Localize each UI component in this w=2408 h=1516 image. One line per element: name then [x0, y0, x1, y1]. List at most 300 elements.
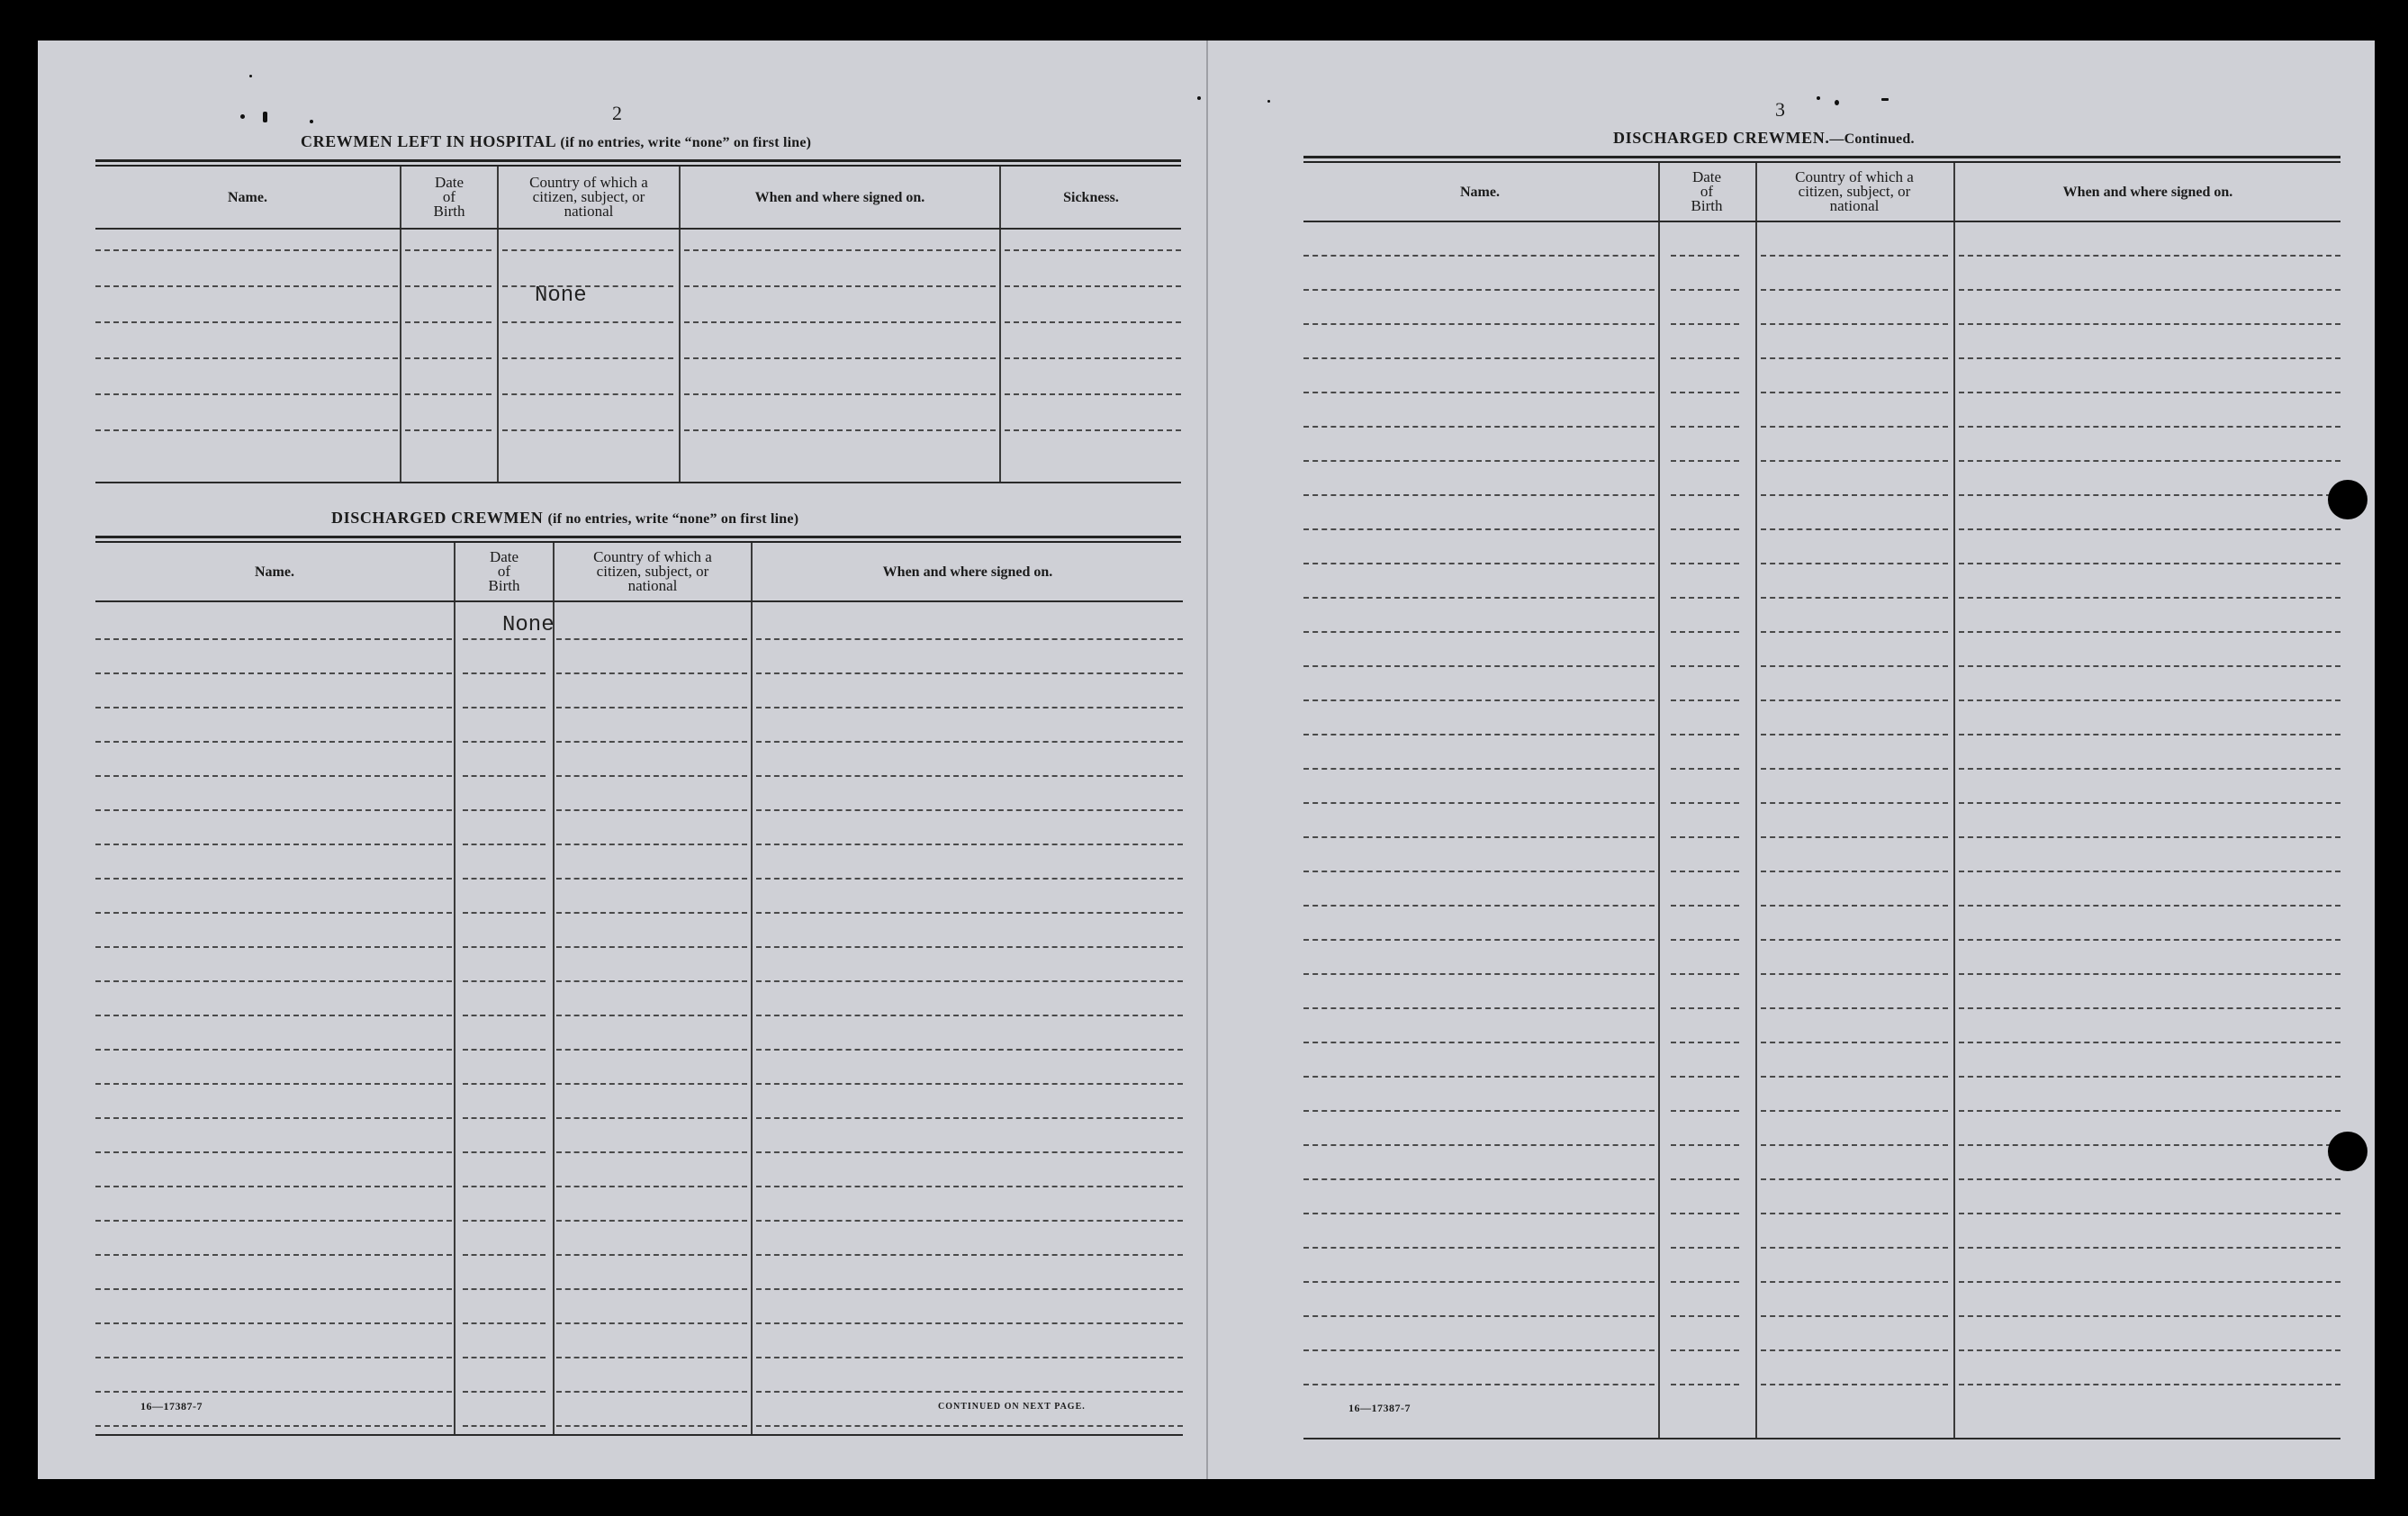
continued-note: CONTINUED ON NEXT PAGE.: [938, 1402, 1086, 1412]
ruled-line: [1671, 1247, 1739, 1249]
ruled-line: [684, 285, 996, 287]
ruled-line: [95, 1049, 452, 1051]
table-bottom-rule: [95, 482, 1181, 483]
ruled-line: [756, 1151, 1183, 1153]
ruled-line: [1959, 973, 2340, 975]
ruled-line: [756, 1288, 1183, 1290]
ruled-line: [556, 707, 747, 708]
column-divider: [679, 167, 681, 482]
column-divider: [999, 167, 1001, 482]
header-sickness: Sickness.: [1063, 189, 1119, 205]
ruled-line: [95, 321, 398, 323]
column-divider: [553, 543, 555, 1434]
ruled-line: [1671, 1349, 1739, 1351]
right-page: [1208, 41, 2375, 1479]
ruled-line: [502, 357, 673, 359]
ruled-line: [684, 321, 996, 323]
ruled-line: [1303, 357, 1655, 359]
ruled-line: [95, 638, 452, 640]
ruled-line: [463, 707, 546, 708]
continued-title-text: DISCHARGED CREWMEN.: [1613, 129, 1830, 147]
ruled-line: [1761, 973, 1948, 975]
ruled-line: [1959, 1144, 2340, 1146]
header-when-where-signed: When and where signed on.: [754, 189, 925, 205]
header-date-of-birth: Date of Birth: [488, 548, 520, 594]
ruled-line: [1671, 973, 1739, 975]
hospital-title-text: CREWMEN LEFT IN HOSPITAL: [301, 132, 556, 150]
ruled-line: [556, 1015, 747, 1016]
ruled-line: [1959, 1213, 2340, 1214]
header-date-of-birth: Date of Birth: [1691, 168, 1723, 214]
ruled-line: [556, 1254, 747, 1256]
ruled-line: [756, 1049, 1183, 1051]
ruled-line: [1671, 323, 1739, 325]
ruled-line: [556, 1322, 747, 1324]
hospital-table: [95, 167, 1181, 486]
header-country: Country of which a citizen, subject, or national: [593, 548, 712, 594]
ink-speck: [240, 114, 245, 119]
ruled-line: [1671, 357, 1739, 359]
ruled-line: [556, 1425, 747, 1427]
ruled-line: [463, 1220, 546, 1222]
ruled-line: [1303, 768, 1655, 770]
ruled-line: [1959, 1384, 2340, 1385]
ruled-line: [1671, 494, 1739, 496]
ruled-line: [1761, 905, 1948, 907]
ruled-line: [1303, 734, 1655, 735]
ink-speck: [1817, 96, 1820, 100]
punch-hole: [2328, 1132, 2367, 1171]
ruled-line: [502, 429, 673, 431]
ruled-line: [1303, 939, 1655, 941]
ruled-line: [1303, 1315, 1655, 1317]
ruled-line: [95, 1425, 452, 1427]
ruled-line: [1671, 699, 1739, 701]
ruled-line: [463, 980, 546, 982]
ruled-line: [95, 1015, 452, 1016]
ruled-line: [95, 1391, 452, 1393]
ruled-line: [1303, 665, 1655, 667]
ruled-line: [1761, 392, 1948, 393]
ruled-line: [95, 707, 452, 708]
ruled-line: [1671, 768, 1739, 770]
ruled-line: [1761, 1110, 1948, 1112]
ruled-line: [463, 1322, 546, 1324]
ink-speck: [1881, 98, 1889, 101]
column-divider: [497, 167, 499, 482]
ruled-line: [1761, 665, 1948, 667]
ruled-line: [1761, 357, 1948, 359]
ruled-line: [1671, 631, 1739, 633]
ruled-line: [1671, 1076, 1739, 1078]
ruled-line: [95, 393, 398, 395]
ruled-line: [756, 1186, 1183, 1187]
ruled-line: [1671, 734, 1739, 735]
continued-top-rule: [1303, 156, 2340, 163]
ruled-line: [1005, 429, 1181, 431]
ruled-line: [1671, 1007, 1739, 1009]
ruled-line: [1761, 1384, 1948, 1385]
ruled-line: [1761, 1213, 1948, 1214]
ruled-line: [1303, 1247, 1655, 1249]
ruled-line: [756, 809, 1183, 811]
ruled-line: [556, 1151, 747, 1153]
ruled-line: [1671, 426, 1739, 428]
header-when-where-signed: When and where signed on.: [882, 564, 1053, 580]
ruled-line: [1761, 1178, 1948, 1180]
ruled-line: [1671, 871, 1739, 872]
header-country: Country of which a citizen, subject, or national: [1795, 168, 1914, 214]
ruled-line: [95, 809, 452, 811]
ruled-line: [502, 249, 673, 251]
ruled-line: [463, 775, 546, 777]
ruled-line: [756, 1220, 1183, 1222]
ruled-line: [1761, 494, 1948, 496]
ruled-line: [95, 741, 452, 743]
ruled-line: [1671, 905, 1739, 907]
ruled-line: [1303, 1281, 1655, 1283]
ruled-line: [684, 429, 996, 431]
ruled-line: [1959, 357, 2340, 359]
ruled-line: [1303, 1007, 1655, 1009]
punch-hole: [2328, 480, 2367, 519]
header-country: Country of which a citizen, subject, or national: [529, 174, 648, 220]
discharged-table: [95, 543, 1183, 1434]
ruled-line: [1959, 323, 2340, 325]
ruled-line: [1671, 802, 1739, 804]
ruled-line: [1005, 249, 1181, 251]
ruled-line: [1959, 563, 2340, 564]
ruled-line: [1671, 563, 1739, 564]
ruled-line: [756, 980, 1183, 982]
left-page: [38, 41, 1206, 1479]
ruled-line: [556, 980, 747, 982]
ruled-line: [556, 1186, 747, 1187]
table-bottom-rule: [95, 1434, 1183, 1436]
ruled-line: [556, 1391, 747, 1393]
discharged-title-note: (if no entries, write “none” on first line): [547, 511, 799, 527]
ruled-line: [1303, 1144, 1655, 1146]
ruled-line: [95, 429, 398, 431]
ruled-line: [1671, 665, 1739, 667]
ruled-line: [95, 775, 452, 777]
ruled-line: [1761, 323, 1948, 325]
ruled-line: [556, 1049, 747, 1051]
ruled-line: [1959, 768, 2340, 770]
discharged-none-entry: None: [502, 613, 555, 637]
ruled-line: [1959, 734, 2340, 735]
page-number: 3: [1775, 98, 1786, 121]
header-bottom-rule: [95, 228, 1181, 230]
ruled-line: [1005, 321, 1181, 323]
header-bottom-rule: [95, 600, 1183, 602]
ruled-line: [1671, 460, 1739, 462]
ruled-line: [405, 357, 492, 359]
ruled-line: [1303, 1076, 1655, 1078]
ruled-line: [95, 1151, 452, 1153]
ruled-line: [95, 1254, 452, 1256]
ruled-line: [463, 1288, 546, 1290]
ruled-line: [1959, 836, 2340, 838]
ruled-line: [1303, 1110, 1655, 1112]
ruled-line: [405, 393, 492, 395]
ruled-line: [463, 809, 546, 811]
column-divider: [400, 167, 401, 482]
ruled-line: [1761, 1247, 1948, 1249]
ruled-line: [463, 1186, 546, 1187]
ruled-line: [1761, 1144, 1948, 1146]
ruled-line: [756, 1425, 1183, 1427]
ruled-line: [463, 741, 546, 743]
ruled-line: [502, 393, 673, 395]
ruled-line: [405, 321, 492, 323]
ruled-line: [756, 1357, 1183, 1358]
ruled-line: [463, 1015, 546, 1016]
ink-speck: [1267, 100, 1270, 103]
ruled-line: [1959, 1281, 2340, 1283]
ruled-line: [1671, 289, 1739, 291]
ruled-line: [1303, 973, 1655, 975]
ruled-line: [1959, 392, 2340, 393]
ruled-line: [463, 946, 546, 948]
ruled-line: [1303, 1384, 1655, 1385]
ruled-line: [756, 946, 1183, 948]
ruled-line: [95, 672, 452, 674]
ruled-line: [1959, 255, 2340, 257]
ruled-line: [756, 878, 1183, 880]
ruled-line: [463, 878, 546, 880]
ruled-line: [405, 249, 492, 251]
ruled-line: [1761, 1281, 1948, 1283]
ruled-line: [463, 1357, 546, 1358]
ruled-line: [756, 1083, 1183, 1085]
discharged-title-text: DISCHARGED CREWMEN: [331, 509, 544, 527]
ink-speck: [263, 112, 267, 122]
ruled-line: [502, 321, 673, 323]
ruled-line: [1671, 1110, 1739, 1112]
header-name: Name.: [255, 564, 294, 580]
ruled-line: [556, 1083, 747, 1085]
ruled-line: [1761, 631, 1948, 633]
ruled-line: [95, 1322, 452, 1324]
ruled-line: [684, 357, 996, 359]
ruled-line: [1761, 460, 1948, 462]
column-divider: [454, 543, 455, 1434]
ruled-line: [1303, 1213, 1655, 1214]
ruled-line: [1303, 1349, 1655, 1351]
ruled-line: [1303, 528, 1655, 530]
ruled-line: [95, 1117, 452, 1119]
ruled-line: [1959, 494, 2340, 496]
ruled-line: [756, 1015, 1183, 1016]
continued-title-suffix: —Continued.: [1829, 131, 1915, 147]
ruled-line: [1761, 255, 1948, 257]
ruled-line: [1303, 1042, 1655, 1043]
column-divider: [751, 543, 753, 1434]
ruled-line: [95, 285, 398, 287]
ink-speck: [310, 120, 313, 123]
ruled-line: [1761, 597, 1948, 599]
ruled-line: [756, 638, 1183, 640]
ruled-line: [1303, 631, 1655, 633]
ruled-line: [556, 1220, 747, 1222]
ruled-line: [1959, 1076, 2340, 1078]
ruled-line: [1303, 289, 1655, 291]
ruled-line: [756, 1391, 1183, 1393]
column-divider: [1953, 163, 1955, 1438]
ruled-line: [463, 912, 546, 914]
ruled-line: [95, 1083, 452, 1085]
column-divider: [1755, 163, 1757, 1438]
ruled-line: [1671, 836, 1739, 838]
ruled-line: [1761, 699, 1948, 701]
ruled-line: [1303, 255, 1655, 257]
ruled-line: [756, 707, 1183, 708]
ruled-line: [1303, 836, 1655, 838]
discharged-section-title: [331, 509, 798, 528]
discharged-continued-table: [1303, 163, 2340, 1438]
ruled-line: [1671, 939, 1739, 941]
ruled-line: [1671, 1178, 1739, 1180]
header-name: Name.: [1460, 184, 1500, 200]
ruled-line: [1959, 460, 2340, 462]
ruled-line: [1671, 1281, 1739, 1283]
ruled-line: [1959, 1349, 2340, 1351]
ruled-line: [463, 1117, 546, 1119]
ruled-line: [95, 357, 398, 359]
ruled-line: [1005, 393, 1181, 395]
header-name: Name.: [228, 189, 267, 205]
ruled-line: [1959, 597, 2340, 599]
ruled-line: [1761, 1042, 1948, 1043]
ruled-line: [1761, 1076, 1948, 1078]
ruled-line: [556, 775, 747, 777]
ruled-line: [1303, 597, 1655, 599]
ruled-line: [556, 1288, 747, 1290]
ruled-line: [1303, 563, 1655, 564]
ruled-line: [463, 1391, 546, 1393]
ruled-line: [95, 249, 398, 251]
ruled-line: [1303, 905, 1655, 907]
ruled-line: [556, 1117, 747, 1119]
ruled-line: [1303, 871, 1655, 872]
form-code: 16—17387-7: [140, 1400, 203, 1412]
ruled-line: [1959, 1042, 2340, 1043]
ruled-line: [1671, 528, 1739, 530]
ruled-line: [463, 1049, 546, 1051]
ruled-line: [556, 672, 747, 674]
ruled-line: [1959, 1007, 2340, 1009]
ruled-line: [1005, 285, 1181, 287]
ruled-line: [756, 1254, 1183, 1256]
ruled-line: [405, 429, 492, 431]
ruled-line: [556, 946, 747, 948]
ruled-line: [556, 878, 747, 880]
ruled-line: [1761, 871, 1948, 872]
ruled-line: [1671, 255, 1739, 257]
ruled-line: [1761, 939, 1948, 941]
ruled-line: [1761, 528, 1948, 530]
ruled-line: [1761, 426, 1948, 428]
ruled-line: [756, 1322, 1183, 1324]
ruled-line: [1959, 665, 2340, 667]
ruled-line: [1671, 1315, 1739, 1317]
ruled-line: [1671, 1144, 1739, 1146]
ruled-line: [1671, 392, 1739, 393]
discharged-continued-title: [1613, 129, 1915, 148]
ruled-line: [1303, 392, 1655, 393]
ruled-line: [756, 844, 1183, 845]
ruled-line: [556, 1357, 747, 1358]
ruled-line: [95, 946, 452, 948]
ruled-line: [1671, 597, 1739, 599]
ruled-line: [95, 1357, 452, 1358]
ruled-line: [1303, 1178, 1655, 1180]
ruled-line: [556, 844, 747, 845]
ruled-line: [95, 980, 452, 982]
hospital-none-entry: None: [535, 284, 587, 308]
ruled-line: [463, 1425, 546, 1427]
ruled-line: [756, 741, 1183, 743]
ruled-line: [1761, 289, 1948, 291]
ruled-line: [95, 878, 452, 880]
ruled-line: [1959, 939, 2340, 941]
ruled-line: [95, 844, 452, 845]
ruled-line: [1761, 563, 1948, 564]
ruled-line: [1959, 528, 2340, 530]
ruled-line: [1303, 460, 1655, 462]
ruled-line: [463, 844, 546, 845]
ruled-line: [1959, 426, 2340, 428]
ruled-line: [1959, 289, 2340, 291]
ruled-line: [1671, 1042, 1739, 1043]
header-bottom-rule: [1303, 221, 2340, 222]
ruled-line: [1761, 1007, 1948, 1009]
ruled-line: [95, 1288, 452, 1290]
ruled-line: [1959, 699, 2340, 701]
ruled-line: [756, 1117, 1183, 1119]
header-date-of-birth: Date of Birth: [433, 174, 465, 220]
ruled-line: [1959, 631, 2340, 633]
document-sheet: [38, 41, 2375, 1479]
hospital-section-title: [301, 132, 811, 151]
ruled-line: [1303, 494, 1655, 496]
ruled-line: [405, 285, 492, 287]
hospital-title-note: (if no entries, write “none” on first line): [560, 135, 812, 150]
ruled-line: [463, 1254, 546, 1256]
ruled-line: [463, 1083, 546, 1085]
ruled-line: [756, 672, 1183, 674]
ruled-line: [463, 672, 546, 674]
ink-speck: [1835, 100, 1839, 105]
ruled-line: [684, 249, 996, 251]
ruled-line: [1959, 1247, 2340, 1249]
ruled-line: [463, 1151, 546, 1153]
ruled-line: [556, 741, 747, 743]
ruled-line: [756, 775, 1183, 777]
ruled-line: [502, 285, 673, 287]
ruled-line: [1959, 871, 2340, 872]
page-number: 2: [612, 102, 623, 124]
ruled-line: [1005, 357, 1181, 359]
ruled-line: [1959, 905, 2340, 907]
ruled-line: [1959, 1315, 2340, 1317]
ruled-line: [1303, 802, 1655, 804]
ruled-line: [95, 912, 452, 914]
ruled-line: [1761, 836, 1948, 838]
ruled-line: [1303, 699, 1655, 701]
column-divider: [1658, 163, 1660, 1438]
